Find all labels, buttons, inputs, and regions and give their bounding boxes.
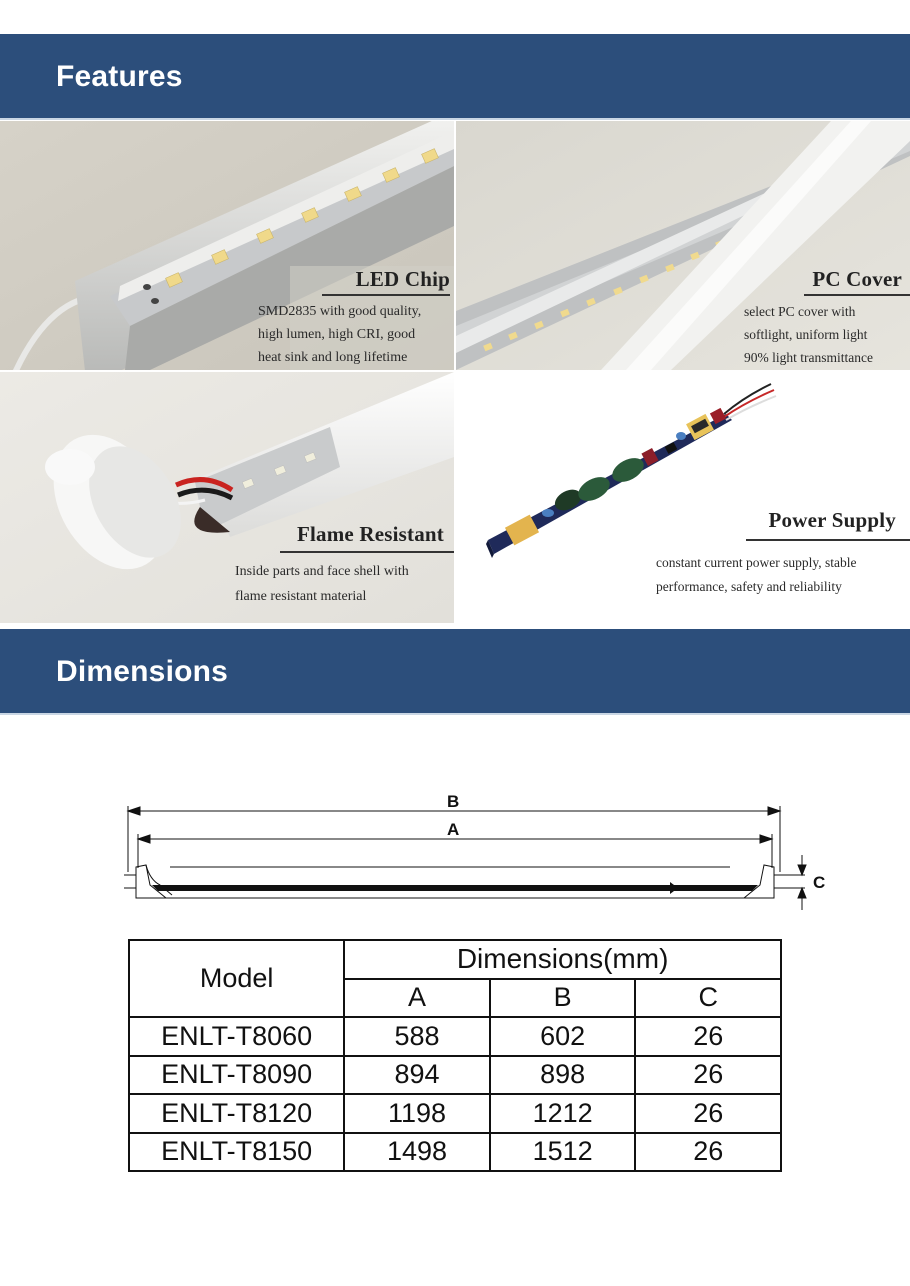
features-banner <box>0 34 910 120</box>
dim-c-cell: 26 <box>635 1133 781 1172</box>
dimensions-table <box>128 939 782 1172</box>
dim-c-cell: 26 <box>635 1094 781 1133</box>
dim-c-cell: 26 <box>635 1056 781 1095</box>
dim-b-cell: 898 <box>490 1056 636 1095</box>
caption-rule <box>804 294 910 296</box>
description-line: SMD2835 with good quality, <box>258 304 422 319</box>
dim-a-cell: 894 <box>344 1056 490 1095</box>
flame-resistant-caption <box>230 522 454 609</box>
dimensions-heading: Dimensions <box>56 655 229 688</box>
dim-b-cell: 1212 <box>490 1094 636 1133</box>
features-heading: Features <box>56 60 183 93</box>
description-line: heat sink and long lifetime <box>258 350 408 365</box>
dimension-label-b: B <box>447 792 460 811</box>
power-supply-caption <box>656 508 910 599</box>
table-row <box>129 1133 781 1172</box>
table-header-row <box>129 940 781 979</box>
table-row <box>129 1017 781 1056</box>
feature-panel-flame-resistant <box>0 372 454 623</box>
dim-b-cell: 1512 <box>490 1133 636 1172</box>
dimensions-group-header: Dimensions(mm) <box>344 940 781 979</box>
dimension-label-c: C <box>813 873 826 892</box>
led-chip-caption <box>258 267 450 369</box>
caption-rule <box>280 551 454 553</box>
feature-panel-led-chip <box>0 121 454 370</box>
pc-cover-title: PC Cover <box>812 267 902 291</box>
dim-a-cell: 588 <box>344 1017 490 1056</box>
model-header: Model <box>129 940 344 1017</box>
table-row <box>129 1094 781 1133</box>
feature-panel-power-supply <box>456 372 910 623</box>
description-line: Inside parts and face shell with <box>235 564 409 579</box>
tube-outline-drawing <box>110 780 830 920</box>
dimension-label-a: A <box>447 820 460 839</box>
dim-a-cell: 1498 <box>344 1133 490 1172</box>
dimensions-banner <box>0 629 910 715</box>
led-chip-title: LED Chip <box>355 267 450 291</box>
dim-a-cell: 1198 <box>344 1094 490 1133</box>
dim-b-cell: 602 <box>490 1017 636 1056</box>
power-supply-description <box>656 551 910 599</box>
model-cell: ENLT-T8060 <box>129 1017 344 1056</box>
column-header-a: A <box>344 979 490 1018</box>
caption-rule <box>322 294 450 296</box>
description-line: softlight, uniform light <box>744 327 868 342</box>
description-line: select PC cover with <box>744 304 856 319</box>
description-line: constant current power supply, stable <box>656 555 857 570</box>
model-cell: ENLT-T8120 <box>129 1094 344 1133</box>
caption-rule <box>746 539 910 541</box>
model-cell: ENLT-T8090 <box>129 1056 344 1095</box>
power-supply-title: Power Supply <box>768 508 896 532</box>
description-line: performance, safety and reliability <box>656 579 842 594</box>
led-chip-description <box>258 300 450 369</box>
dim-c-cell: 26 <box>635 1017 781 1056</box>
column-header-c: C <box>635 979 781 1018</box>
description-line: flame resistant material <box>235 589 367 604</box>
table-row <box>129 1056 781 1095</box>
description-line: 90% light transmittance <box>744 350 873 365</box>
column-header-b: B <box>490 979 636 1018</box>
flame-resistant-title: Flame Resistant <box>296 522 444 546</box>
pc-cover-description <box>744 300 910 369</box>
model-cell: ENLT-T8150 <box>129 1133 344 1172</box>
feature-panel-pc-cover <box>456 121 910 370</box>
tube-dimension-diagram <box>110 780 830 920</box>
description-line: high lumen, high CRI, good <box>258 327 416 342</box>
pc-cover-caption <box>744 267 910 369</box>
flame-resistant-description <box>230 559 454 609</box>
